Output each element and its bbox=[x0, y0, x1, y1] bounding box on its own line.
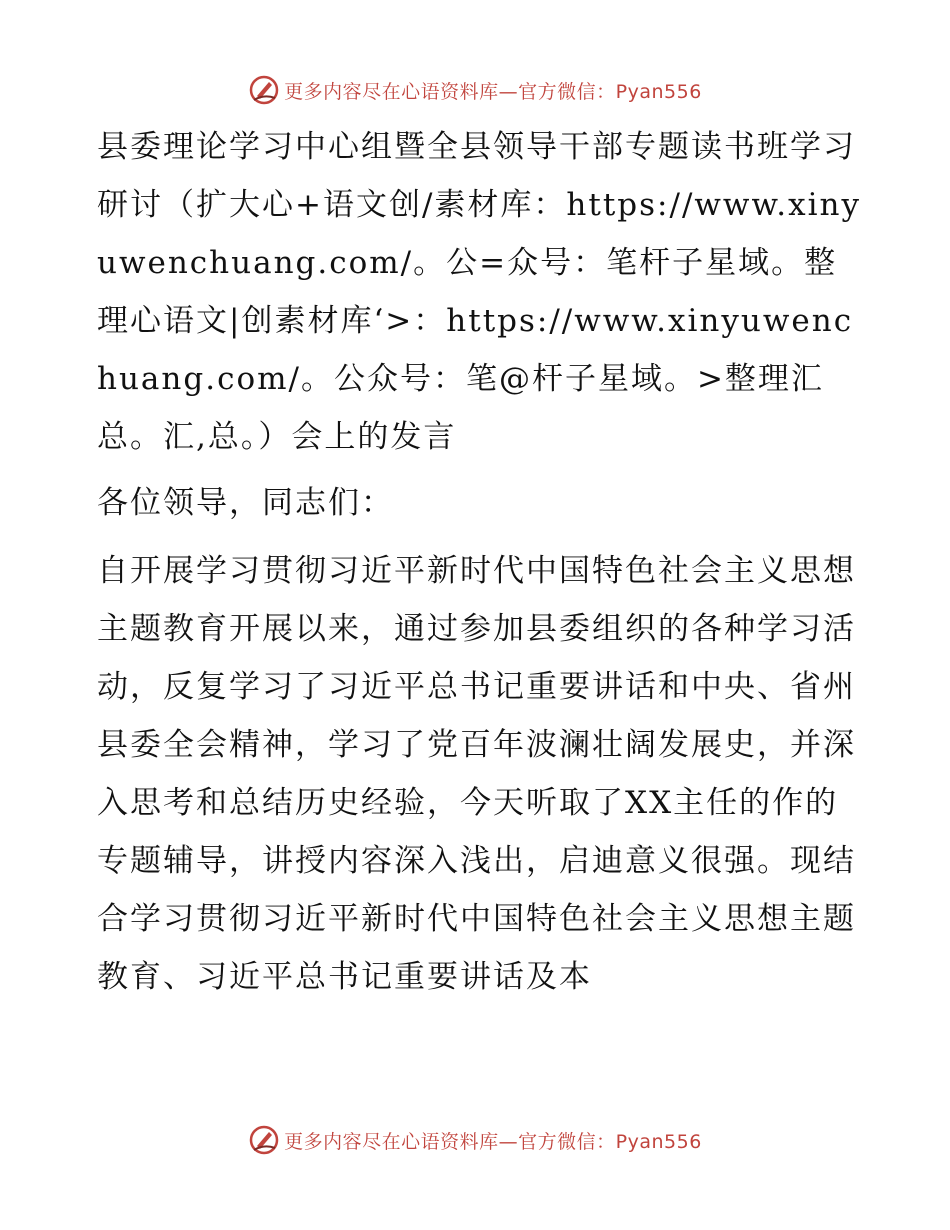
header-banner-text: 更多内容尽在心语资料库—官方微信：Pyan556 bbox=[284, 80, 702, 103]
body-paragraph: 自开展学习贯彻习近平新时代中国特色社会主义思想主题教育开展以来，通过参加县委组织的各种学习活动，反复学习了习近平总书记重要讲话和中央、省州县委全会精神，学习了党百年波澜壮阔发展史，并深入思考和总结历史经验，今天听取了XX主任的作的专题辅导，讲授内容深入浅出，启迪意义很强。现结合学习贯彻习近平新时代中国特色社会主义思想主题教育、习近平总书记重要讲话及本 bbox=[97, 553, 856, 995]
brand-logo-icon bbox=[248, 74, 280, 106]
greeting: 各位领导，同志们： bbox=[97, 485, 394, 521]
document-body bbox=[97, 118, 867, 1006]
document-title: 县委理论学习中心组暨全县领导干部专题读书班学习研讨（扩大心+语文创/素材库：https://www.xinyuwenchuang.com/。公=众号：笔杆子星域。整理心语文|创素材库‘>：https://www.xinyuwenchuang.com/。公众号：笔@杆子星域。>整理汇总。汇,总。）会上的发言 bbox=[97, 129, 862, 455]
brand-logo-icon bbox=[248, 1124, 280, 1156]
header-banner bbox=[0, 70, 950, 110]
footer-banner-text: 更多内容尽在心语资料库—官方微信：Pyan556 bbox=[284, 1130, 702, 1153]
footer-banner bbox=[0, 1120, 950, 1160]
